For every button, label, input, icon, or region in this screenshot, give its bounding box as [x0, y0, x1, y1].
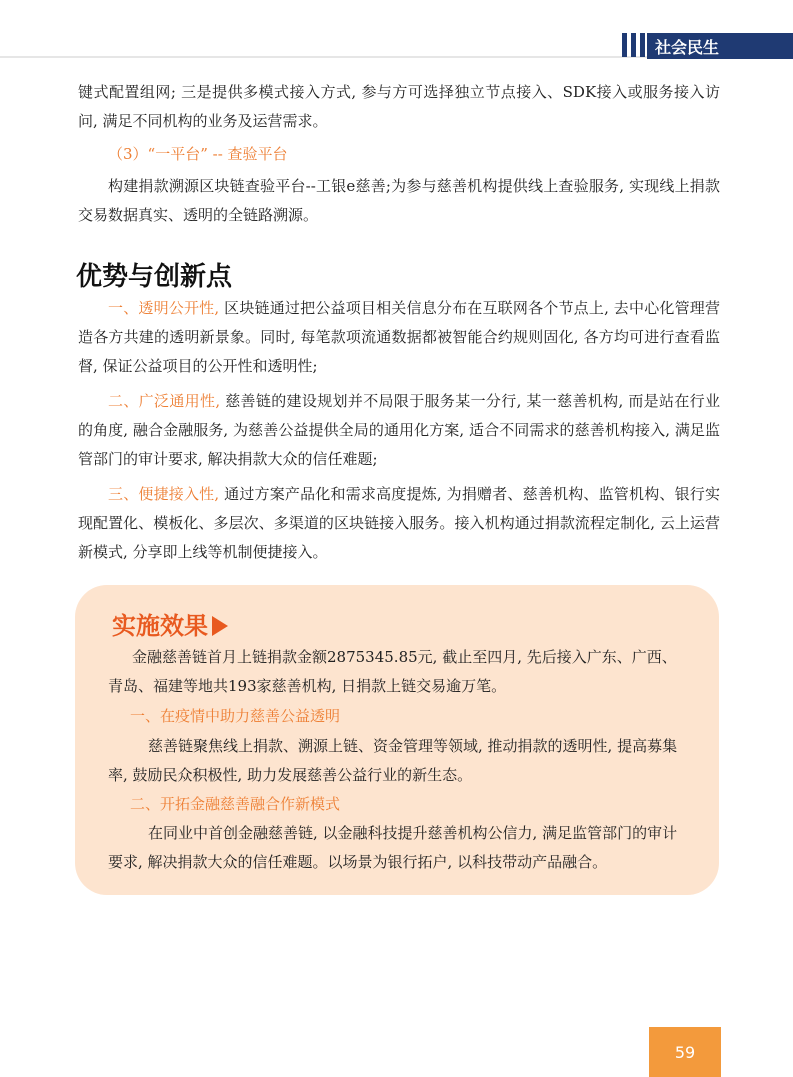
intro-paragraph-1: 键式配置组网; 三是提供多模式接入方式, 参与方可选择独立节点接入、SDK接入或服务接入访问, 满足不同机构的业务及运营需求。	[78, 83, 720, 130]
section-label-tab	[647, 33, 793, 59]
advantage-item-3	[78, 480, 720, 567]
subheading-one-platform: （3）“一平台” -- 查验平台	[108, 145, 288, 163]
page-number: 59	[674, 1042, 696, 1062]
page-number-box	[649, 1027, 721, 1077]
effect-point-1-heading: 一、在疫情中助力慈善公益透明	[130, 707, 341, 725]
advantage-lead: 二、广泛通用性,	[108, 392, 221, 410]
section-label: 社会民生	[655, 37, 720, 57]
header-decoration-bars	[622, 33, 645, 57]
advantage-lead: 一、透明公开性,	[108, 299, 220, 317]
advantage-text: 区块链通过把公益项目相关信息分布在互联网各个节点上, 去中心化管理营造各方共建的透明新景象。同时, 每笔款项流通数据都被智能合约规则固化, 各方均可进行查看监督, 保证公益项目的公开性和透明性;	[78, 299, 720, 375]
header-bar	[640, 33, 645, 57]
effect-point-2-text: 在同业中首创金融慈善链, 以金融科技提升慈善机构公信力, 满足监管部门的审计要求, 解决捐款大众的信任难题。以场景为银行拓户, 以科技带动产品融合。	[108, 824, 678, 871]
play-triangle-icon	[212, 616, 228, 636]
advantage-text: 慈善链的建设规划并不局限于服务某一分行, 某一慈善机构, 而是站在行业的角度, 融合金融服务, 为慈善公益提供全局的通用化方案, 适合不同需求的慈善机构接入, 满足监管部门的审计要求, 解决捐款大众的信任难题;	[78, 392, 720, 468]
section-title-advantages: 优势与创新点	[76, 262, 233, 292]
effect-title	[112, 606, 228, 641]
effect-point-1-text: 慈善链聚焦线上捐款、溯源上链、资金管理等领域, 推动捐款的透明性, 提高募集率, 鼓励民众积极性, 助力发展慈善公益行业的新生态。	[108, 737, 678, 784]
header-bar	[622, 33, 627, 57]
effect-summary: 金融慈善链首月上链捐款金额2875345.85元, 截止至四月, 先后接入广东、广西、青岛、福建等地共193家慈善机构, 日捐款上链交易逾万笔。	[108, 648, 677, 695]
advantage-item-1	[78, 294, 720, 381]
advantage-text: 通过方案产品化和需求高度提炼, 为捐赠者、慈善机构、监管机构、银行实现配置化、模板化、多层次、多渠道的区块链接入服务。接入机构通过捐款流程定制化, 云上运营新模式, 分享即上线等机制便捷接入。	[78, 485, 720, 561]
effect-title-text: 实施效果	[112, 612, 208, 640]
intro-paragraph-2: 构建捐款溯源区块链查验平台--工银e慈善;为参与慈善机构提供线上查验服务, 实现线上捐款交易数据真实、透明的全链路溯源。	[78, 177, 720, 224]
advantage-lead: 三、便捷接入性,	[108, 485, 220, 503]
header-bar	[631, 33, 636, 57]
effect-point-2-heading: 二、开拓金融慈善融合作新模式	[130, 795, 341, 813]
advantage-item-2	[78, 387, 720, 474]
